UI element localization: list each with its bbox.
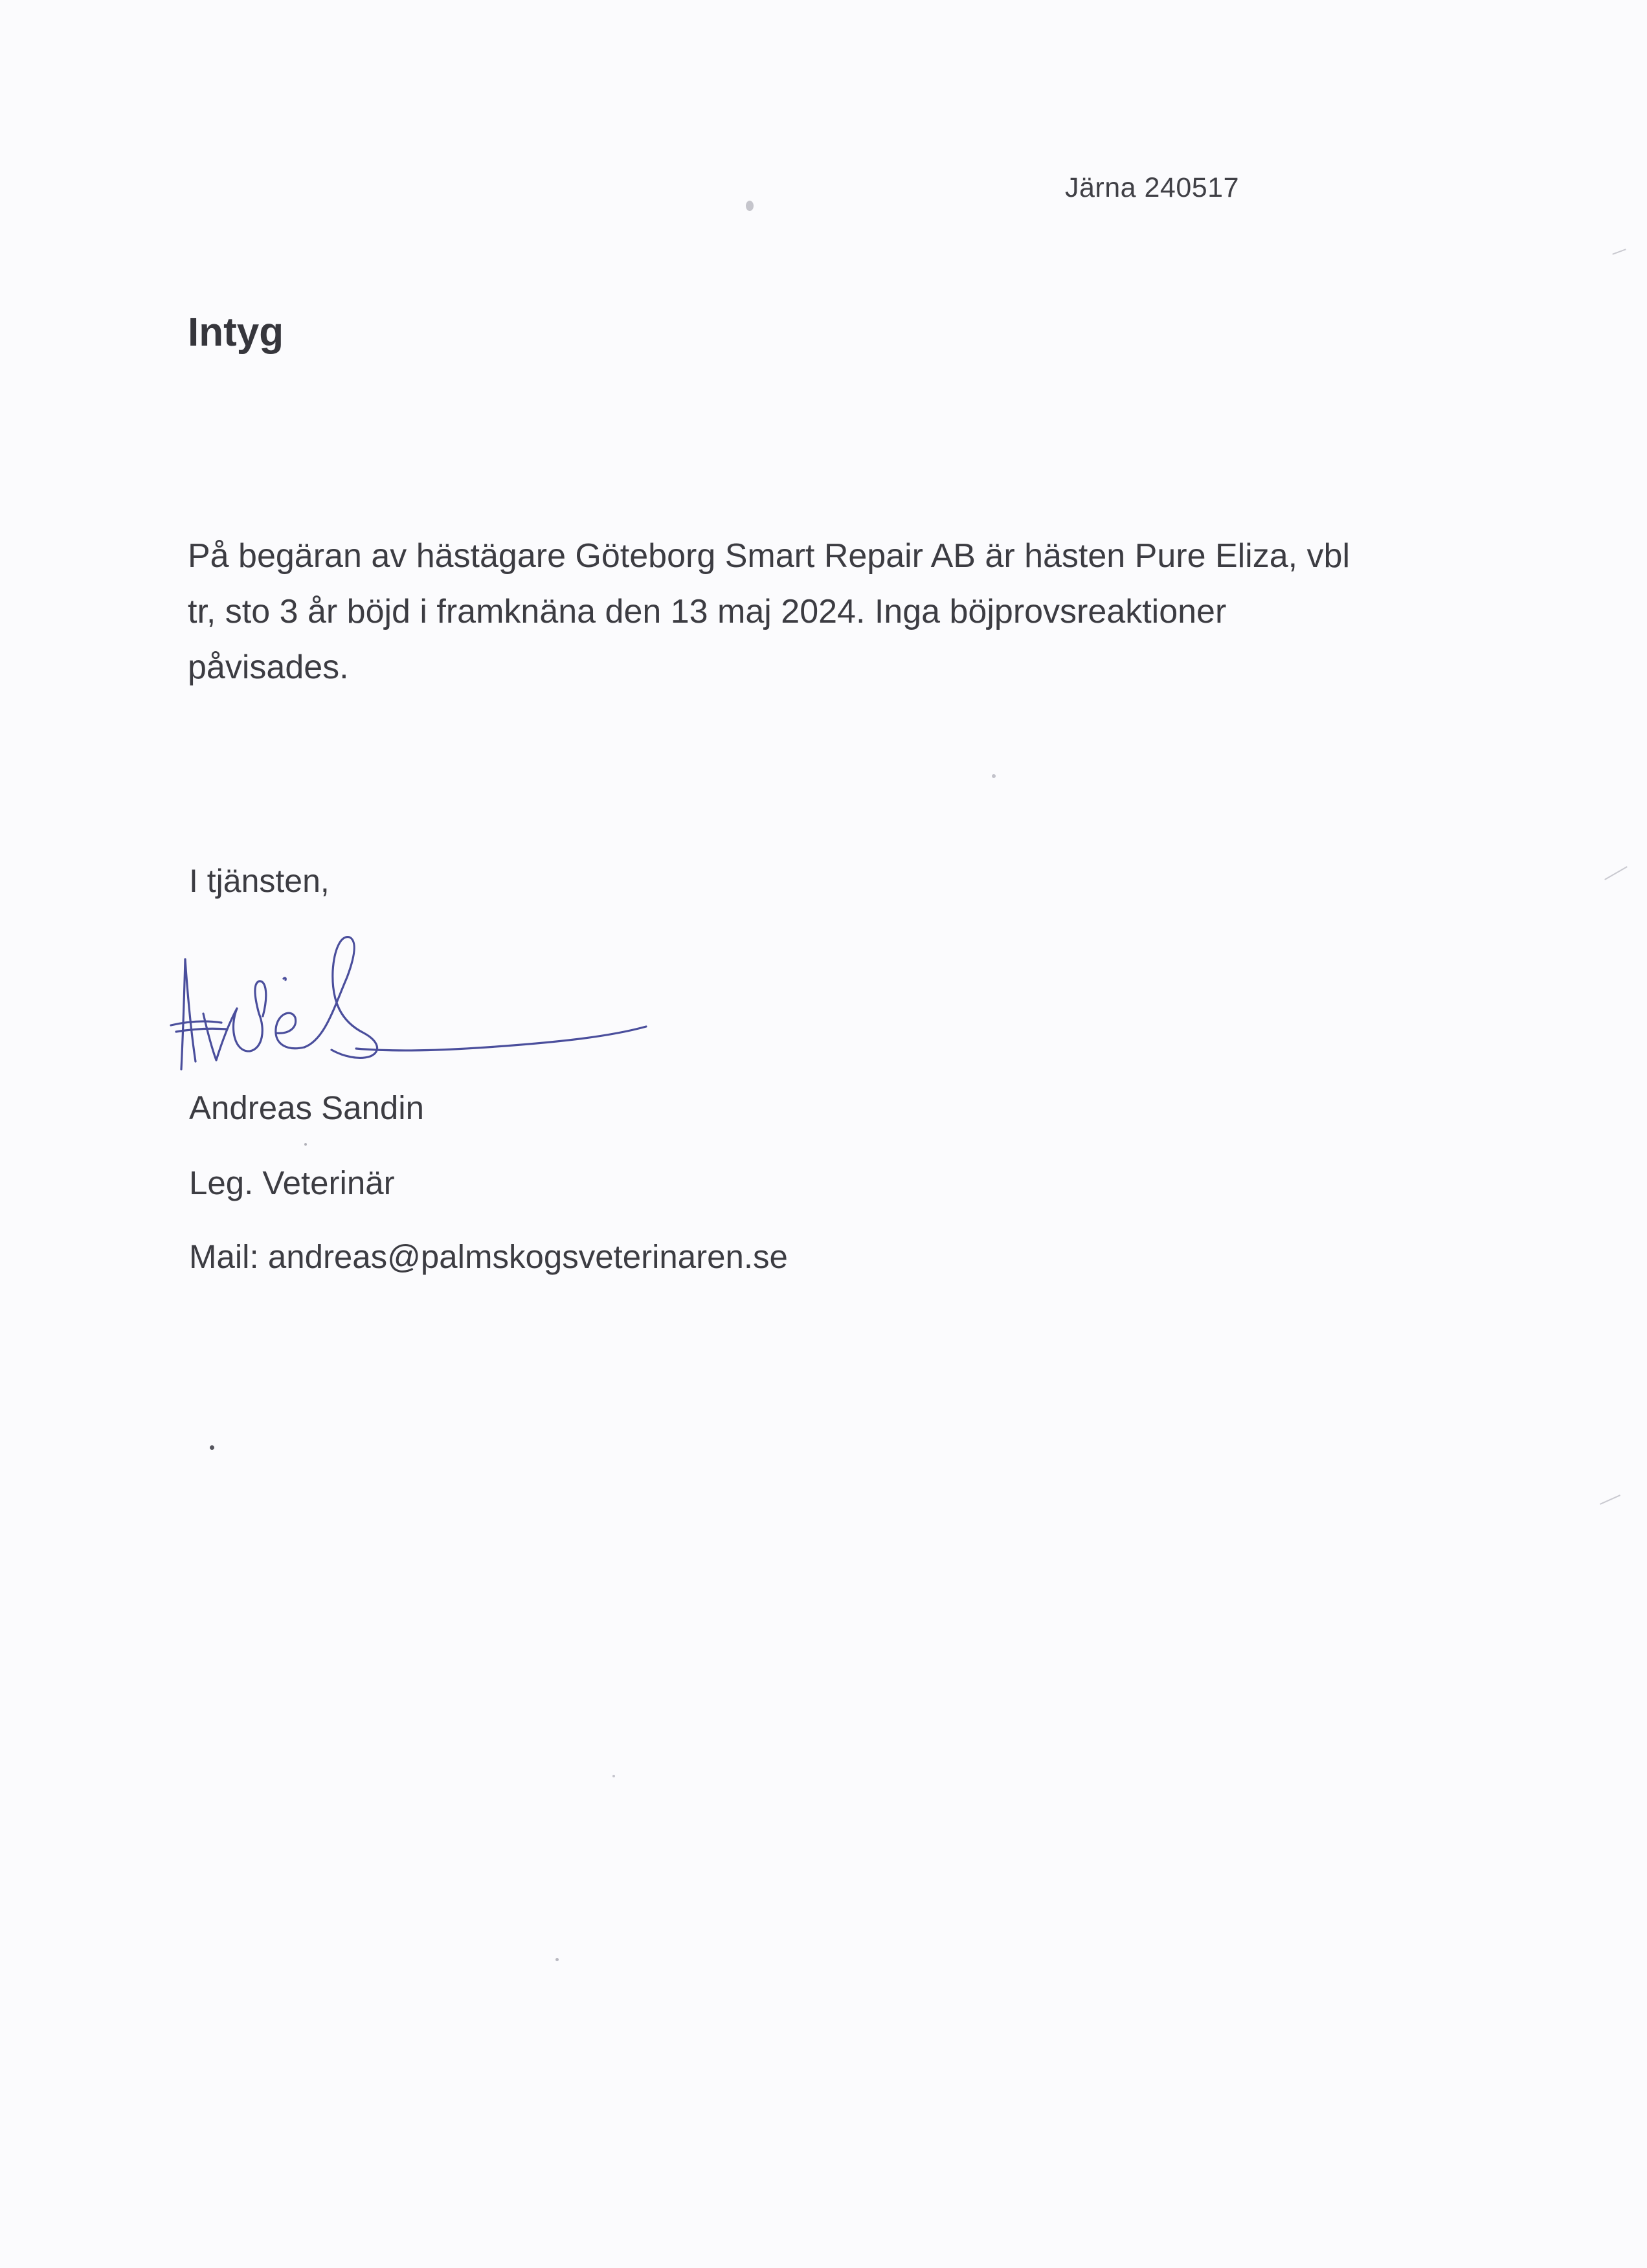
scan-edge-mark <box>1612 249 1626 254</box>
scan-speck <box>992 774 996 778</box>
signature-stroke <box>356 1027 646 1051</box>
signature-stroke <box>181 959 185 1069</box>
signature-stroke <box>304 937 377 1058</box>
place-date: Järna 240517 <box>1065 172 1239 203</box>
scan-speck <box>304 1143 307 1146</box>
body-line: tr, sto 3 år böjd i framknäna den 13 maj 2024. Inga böjprovsreaktioner <box>188 593 1227 630</box>
scan-edge-mark <box>1600 1495 1620 1505</box>
signature-strokes <box>171 937 646 1069</box>
scan-speck <box>210 1445 214 1450</box>
body-line: påvisades. <box>188 649 349 686</box>
signature-stroke <box>171 1021 221 1025</box>
body-paragraph <box>188 528 1457 695</box>
signature-stroke <box>233 981 265 1051</box>
handwritten-signature <box>162 887 667 1081</box>
signature-stroke <box>185 959 196 1062</box>
signature-stroke <box>203 1008 237 1060</box>
signatory-name: Andreas Sandin <box>189 1089 424 1126</box>
scan-edge-mark <box>1604 866 1628 880</box>
signatory-email: Mail: andreas@palmskogsveterinaren.se <box>189 1238 788 1275</box>
scan-speck <box>612 1775 615 1777</box>
body-line: På begäran av hästägare Göteborg Smart Repair AB är hästen Pure Eliza, vbl <box>188 537 1350 575</box>
signature-stroke <box>284 978 286 980</box>
scan-speck <box>746 201 754 211</box>
document-title: Intyg <box>188 310 284 355</box>
closing-phrase: I tjänsten, <box>189 863 330 899</box>
signature-stroke <box>276 1013 304 1049</box>
scan-speck <box>555 1958 559 1961</box>
signatory-title: Leg. Veterinär <box>189 1164 395 1201</box>
